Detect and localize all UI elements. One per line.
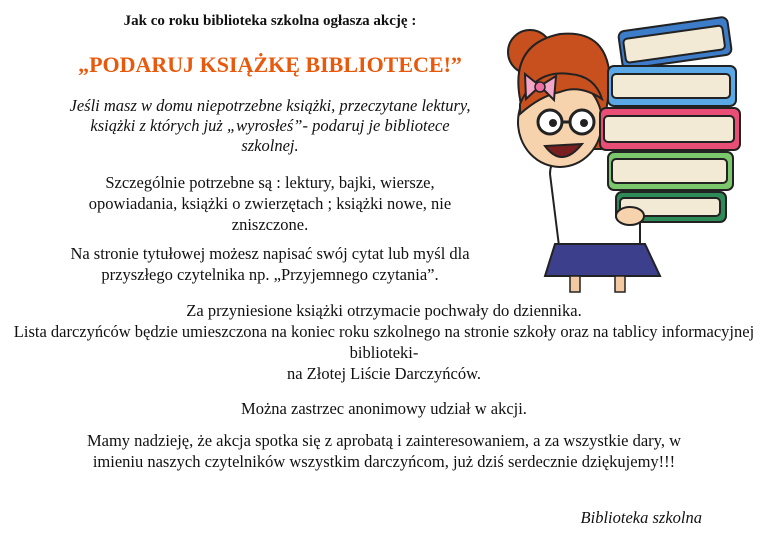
campaign-headline: „PODARUJ KSIĄŻKĘ BIBLIOTECE!” — [78, 52, 462, 77]
donor-list-line: Lista darczyńców będzie umieszczona na koniec roku szkolnego na stronie szkoły oraz na tablicy informacyjnej biblioteki- — [13, 322, 755, 362]
girl-with-books-icon — [490, 4, 758, 294]
intro-line: Jak co roku biblioteka szkolna ogłasza akcję : — [123, 13, 417, 29]
paragraph-offer: Jeśli masz w domu niepotrzebne książki, przeczytane lektury, książki z których już „wyrosłeś”- podaruj je bibliotece szkolnej. — [69, 96, 471, 155]
golden-list-line: na Złotej Liście Darczyńców. — [286, 364, 482, 383]
paragraph-thanks: Mamy nadzieję, że akcja spotka się z aprobatą i zainteresowaniem, a za wszystkie dary, w imieniu naszych czytelników wszystkim darczyńcom, już dziś serdecznie dziękujemy!!! — [86, 431, 682, 471]
paragraph-anonymous: Można zastrzec anonimowy udział w akcji. — [241, 399, 527, 418]
paragraph-rewards — [0, 300, 768, 384]
signature: Biblioteka szkolna — [580, 508, 702, 527]
rewards-line: Za przyniesione książki otrzymacie pochwały do dziennika. — [186, 301, 582, 320]
paragraph-needed-books: Szczególnie potrzebne są : lektury, bajki, wiersze, opowiadania, książki o zwierzętach ; książki nowe, nie zniszczone. — [88, 173, 452, 234]
paragraph-dedication: Na stronie tytułowej możesz napisać swój cytat lub myśl dla przyszłego czytelnika np. „Przyjemnego czytania”. — [70, 244, 470, 284]
